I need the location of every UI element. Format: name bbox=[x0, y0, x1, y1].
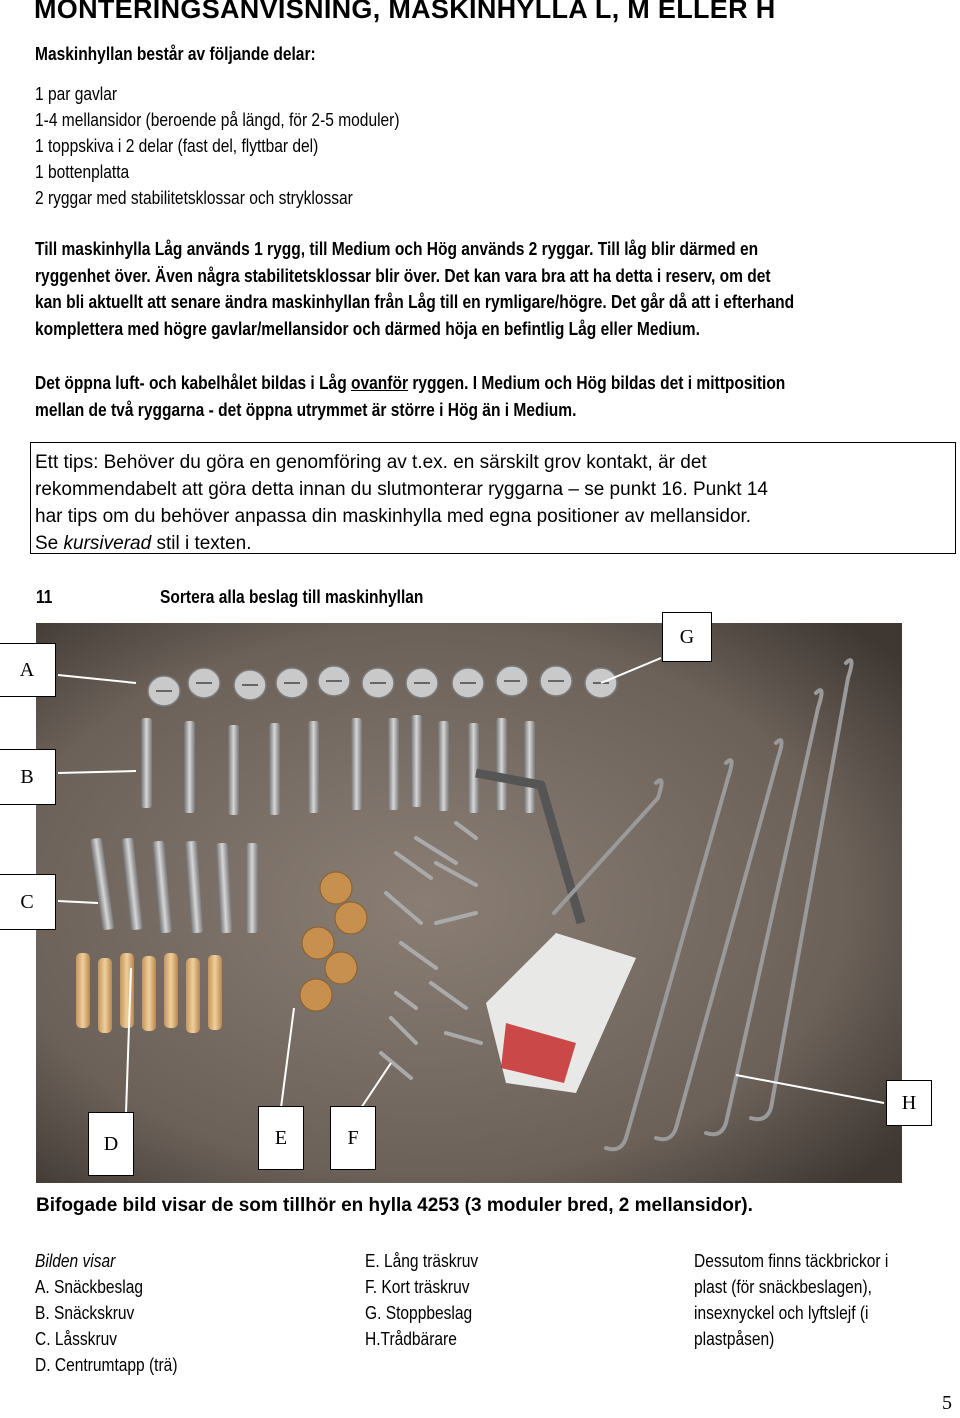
tip-line: har tips om du behöver anpassa din maskinhylla med egna positioner av mellansidor. bbox=[35, 506, 752, 527]
page-title: MONTERINGSANVISNING, MASKINHYLLA L, M ELLER H bbox=[34, 0, 776, 24]
photo-caption: Bifogade bild visar de som tillhör en hylla 4253 (3 moduler bred, 2 mellansidor). bbox=[36, 1195, 753, 1216]
text-span: Se bbox=[35, 533, 64, 554]
label-g: G bbox=[662, 612, 712, 662]
label-e: E bbox=[258, 1106, 304, 1170]
hardware-photo bbox=[36, 623, 902, 1183]
parts-list-item: 1 toppskiva i 2 delar (fast del, flyttbar del) bbox=[35, 135, 319, 156]
legend-item: F. Kort träskruv bbox=[365, 1276, 470, 1297]
legend-item: E. Lång träskruv bbox=[365, 1250, 479, 1271]
parts-list-item: 2 ryggar med stabilitetsklossar och stryklossar bbox=[35, 187, 353, 208]
underlined-word: ovanför bbox=[351, 372, 409, 393]
paragraph-rygg bbox=[35, 236, 794, 342]
paragraph-kabelhal bbox=[35, 370, 785, 423]
paragraph-line bbox=[35, 370, 785, 397]
paragraph-line: Till maskinhylla Låg används 1 rygg, till Medium och Hög används 2 ryggar. Till låg blir därmed en bbox=[35, 238, 759, 259]
page-number: 5 bbox=[942, 1392, 952, 1414]
label-c: C bbox=[0, 874, 56, 930]
intro-text: Maskinhyllan består av följande delar: bbox=[35, 43, 316, 64]
italic-word: kursiverad bbox=[63, 533, 152, 554]
legend-item: A. Snäckbeslag bbox=[35, 1276, 143, 1297]
legend-column-2 bbox=[365, 1248, 478, 1352]
tip-box bbox=[30, 442, 956, 554]
parts-list bbox=[35, 81, 400, 211]
legend-item: C. Låsskruv bbox=[35, 1328, 118, 1349]
legend-item: D. Centrumtapp (trä) bbox=[35, 1354, 178, 1375]
legend-note-line: Dessutom finns täckbrickor i bbox=[694, 1250, 889, 1271]
parts-list-item: 1-4 mellansidor (beroende på längd, för 2-5 moduler) bbox=[35, 109, 400, 130]
paragraph-line: kan bli aktuellt att senare ändra maskinhyllan från Låg till en rymligare/högre. Det går då att i efterhand bbox=[35, 291, 795, 313]
label-f: F bbox=[330, 1106, 376, 1170]
parts-list-item: 1 par gavlar bbox=[35, 83, 118, 104]
parts-list-item: 1 bottenplatta bbox=[35, 161, 130, 182]
legend-heading: Bilden visar bbox=[35, 1250, 116, 1271]
tip-line bbox=[35, 530, 768, 557]
label-h: H bbox=[886, 1080, 932, 1126]
tip-text bbox=[35, 449, 768, 557]
step-number: 11 bbox=[36, 586, 53, 607]
paragraph-line: ryggenhet över. Även några stabilitetsklossar blir över. Det kan vara bra att ha detta i reserv, om det bbox=[35, 264, 771, 286]
label-b: B bbox=[0, 749, 56, 805]
label-a: A bbox=[0, 643, 56, 697]
legend-item: H.Trådbärare bbox=[365, 1328, 457, 1349]
tip-line: Ett tips: Behöver du göra en genomföring av t.ex. en särskilt grov kontakt, är det bbox=[35, 452, 707, 473]
tip-line: rekommendabelt att göra detta innan du slutmonterar ryggarna – se punkt 16. Punkt 14 bbox=[35, 479, 769, 500]
legend-item: G. Stoppbeslag bbox=[365, 1302, 473, 1323]
step-heading: Sortera alla beslag till maskinhyllan bbox=[160, 586, 424, 607]
legend-note-line: plastpåsen) bbox=[694, 1328, 775, 1349]
text-span: stil i texten. bbox=[151, 533, 252, 554]
legend-column-3 bbox=[694, 1248, 888, 1352]
paragraph-line: komplettera med högre gavlar/mellansidor och därmed höja en befintlig Låg eller Medium. bbox=[35, 317, 700, 339]
paragraph-line: mellan de två ryggarna - det öppna utrymmet är större i Hög än i Medium. bbox=[35, 398, 577, 420]
text-span: Det öppna luft- och kabelhålet bildas i Låg bbox=[35, 372, 352, 393]
legend-item: B. Snäckskruv bbox=[35, 1302, 135, 1323]
text-span: ryggen. I Medium och Hög bildas det i mittposition bbox=[408, 372, 786, 393]
label-d: D bbox=[88, 1112, 134, 1176]
legend-note-line: insexnyckel och lyftslejf (i bbox=[694, 1302, 869, 1323]
legend-note-line: plast (för snäckbeslagen), bbox=[694, 1276, 872, 1297]
legend-column-1 bbox=[35, 1248, 177, 1378]
